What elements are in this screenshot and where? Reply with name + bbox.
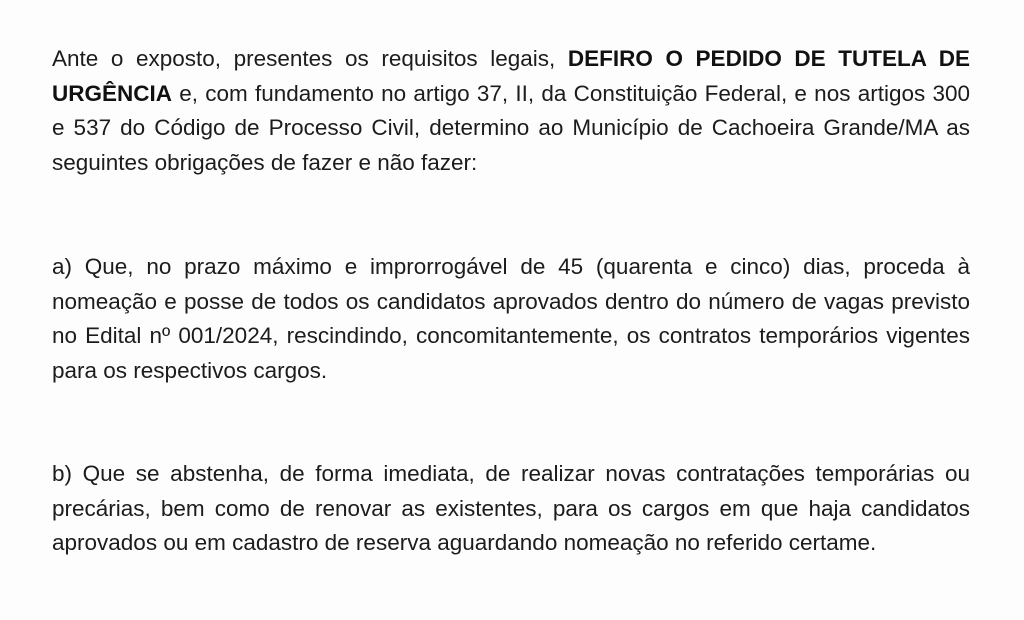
paragraph-decision — [52, 42, 970, 180]
paragraph-item-b: b) Que se abstenha, de forma imediata, de realizar novas contratações temporárias ou precárias, bem como de renovar as existentes, para os cargos em que haja candidatos aprovados ou em cadastro de reserva aguardando nomeação no referido certame. — [52, 461, 970, 555]
document-body — [52, 42, 970, 561]
decision-tail-text: e, com fundamento no artigo 37, II, da Constituição Federal, e nos artigos 300 e 537 do Código de Processo Civil, determino ao Município de Cachoeira Grande/MA as seguintes obrigações de fazer e não fazer: — [52, 80, 970, 175]
decision-lead-text: Ante o exposto, presentes os requisitos legais, — [52, 46, 568, 71]
decision-bold-text: DEFIRO O PEDIDO DE TUTELA DE URGÊNCIA — [52, 46, 970, 106]
paragraph-item-a: a) Que, no prazo máximo e improrrogável de 45 (quarenta e cinco) dias, proceda à nomeação e posse de todos os candidatos aprovados dentro do número de vagas previsto no Edital nº 001/2024, rescindindo, concomitantemente, os contratos temporários vigentes para os respectivos cargos. — [52, 254, 970, 383]
